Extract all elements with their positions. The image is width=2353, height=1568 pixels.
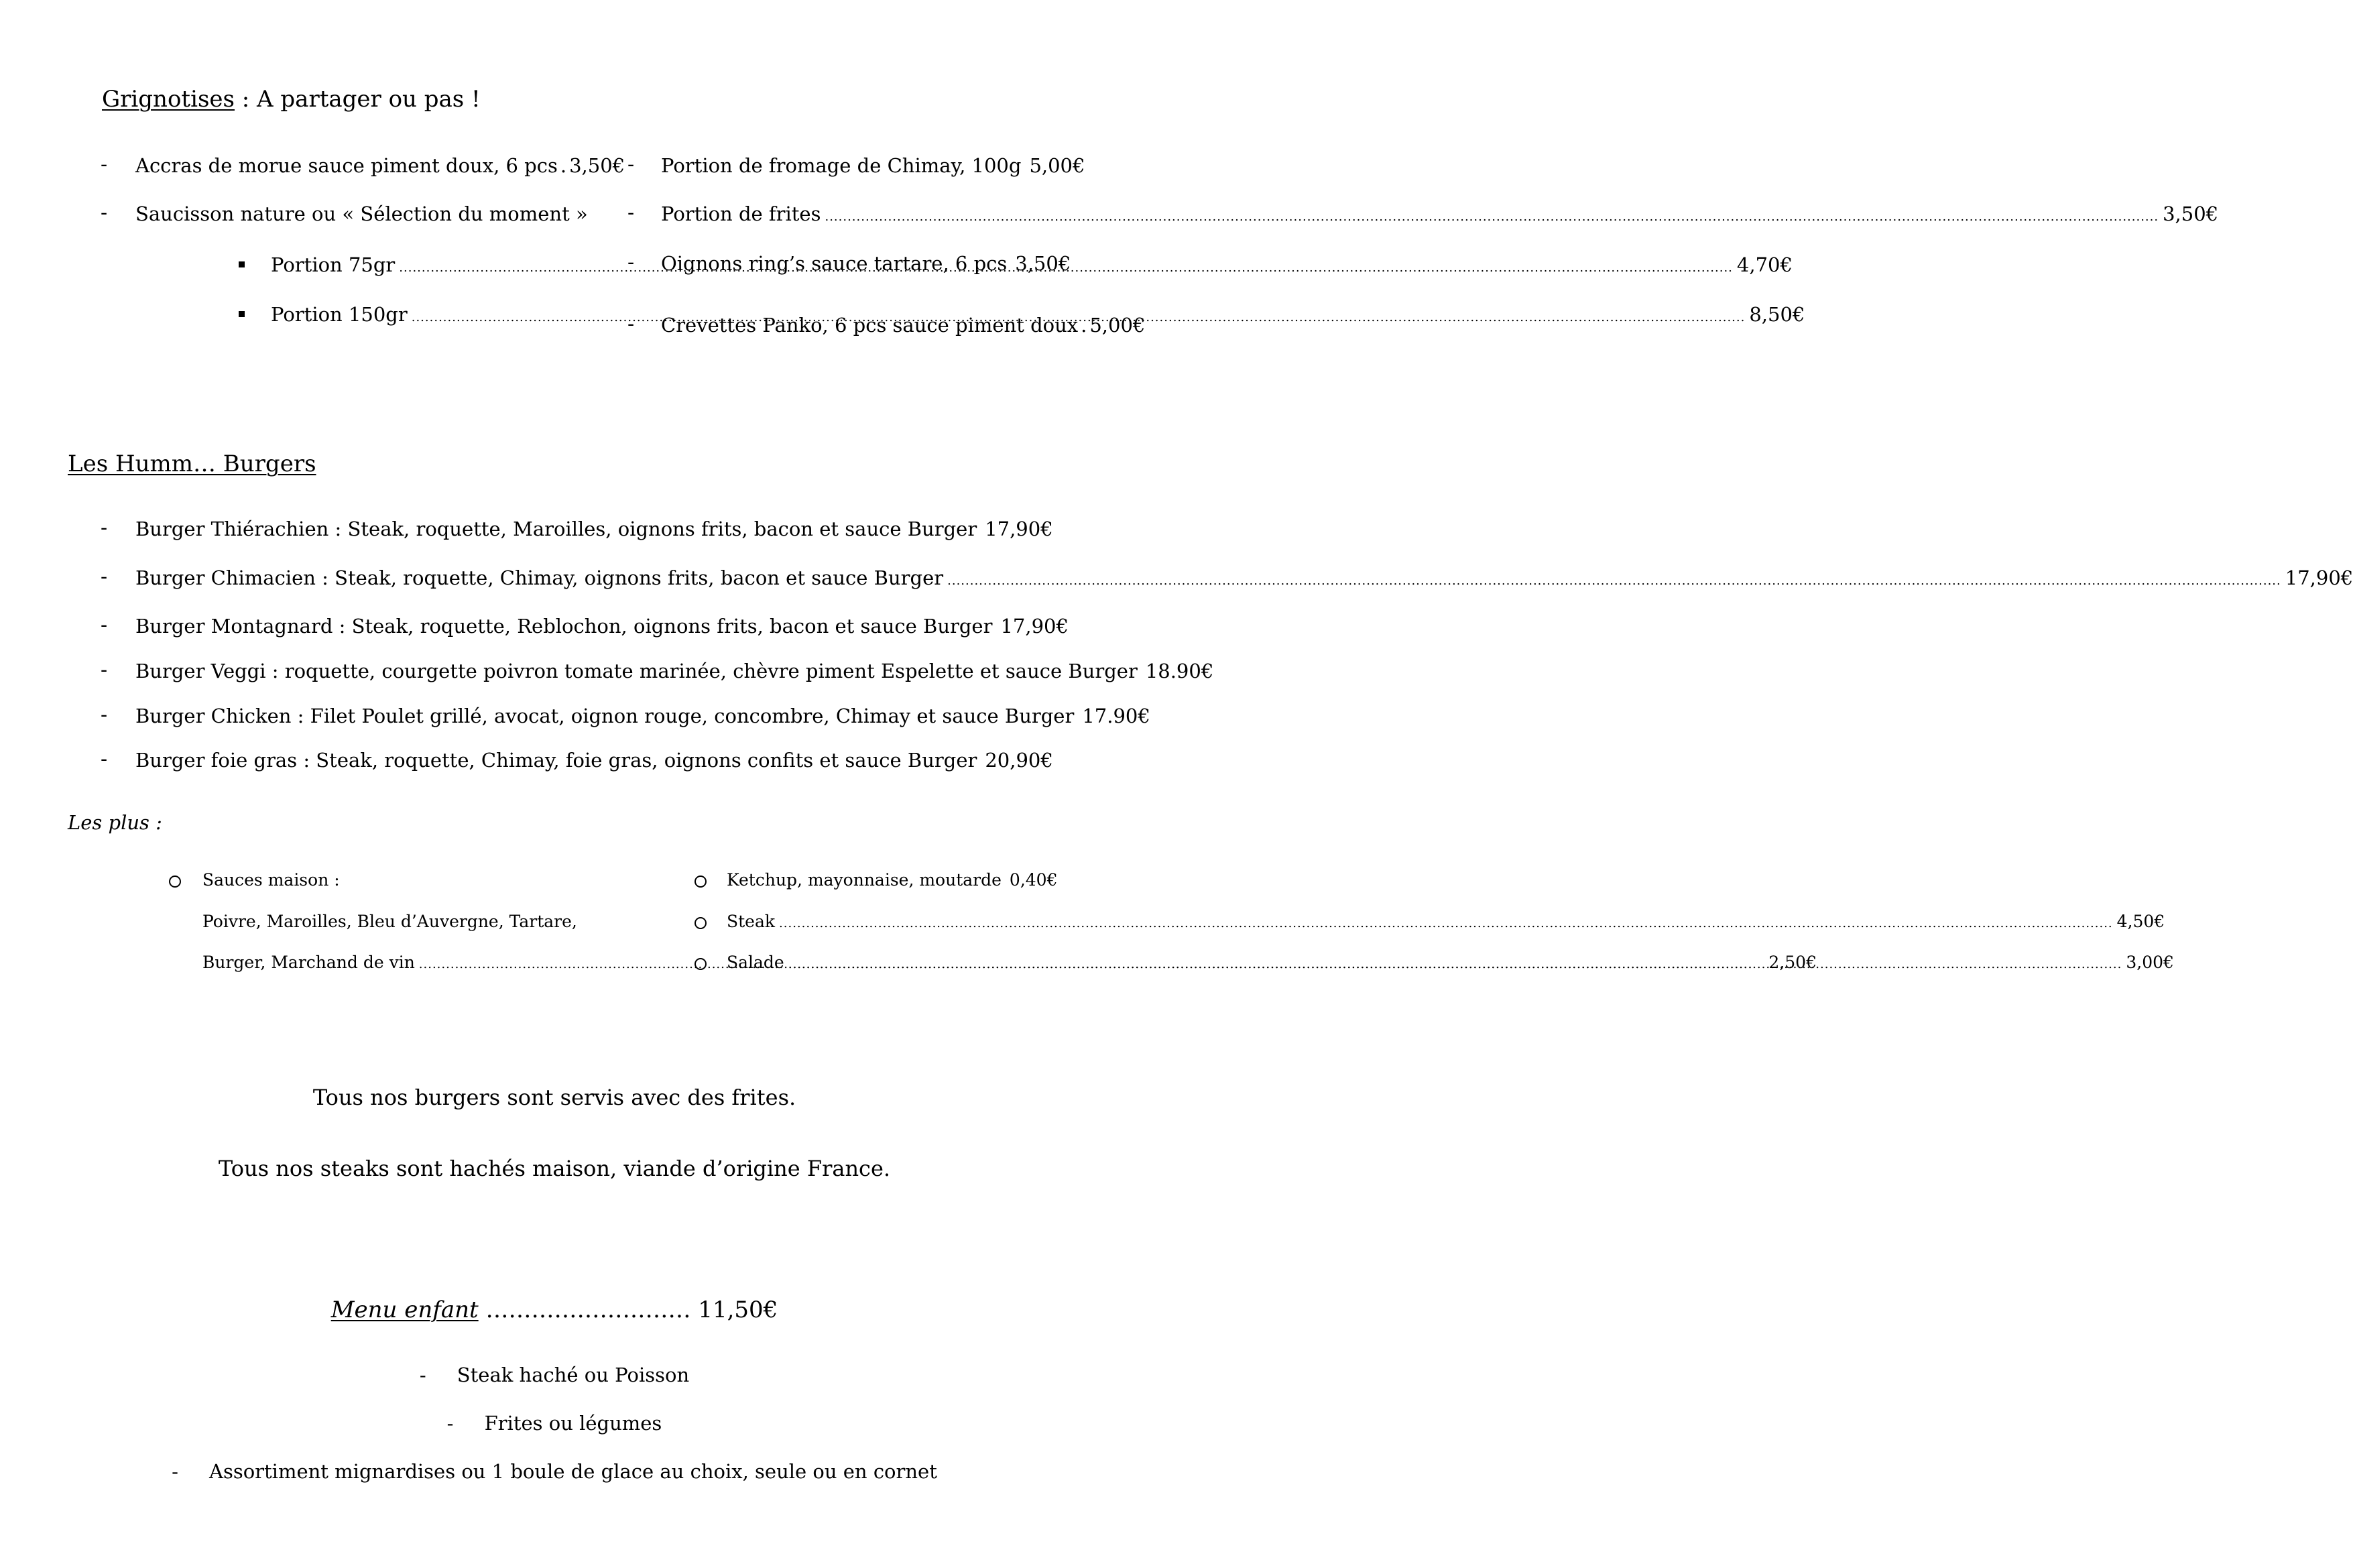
- item-label: Steak haché ou Poisson: [457, 1364, 690, 1386]
- dash-bullet: -: [627, 251, 635, 274]
- dash-bullet: -: [101, 747, 108, 771]
- item-label: Ketchup, mayonnaise, moutarde: [727, 870, 1002, 890]
- menu-item: [135, 202, 588, 225]
- section-title-menu-enfant: [0, 1296, 1109, 1323]
- item-price: 8,50€: [1749, 303, 1805, 326]
- dash-bullet: -: [101, 153, 108, 176]
- dot-leader: [779, 916, 2113, 930]
- item-price: 20,90€: [985, 749, 1053, 772]
- item-label: Burger Thiérachien : Steak, roquette, Maroilles, oignons frits, bacon et sauce Burger: [135, 518, 977, 540]
- item-label: Saucisson nature ou « Sélection du moment »: [135, 202, 588, 225]
- dot-leader: .: [1081, 314, 1087, 337]
- menu-enfant-item: [0, 1460, 1109, 1483]
- item-price: 17.90€: [1082, 705, 1150, 727]
- burger-item: [135, 705, 1150, 727]
- item-label: Portion de frites: [661, 202, 821, 225]
- item-label: Burger Chicken : Filet Poulet grillé, avocat, oignon rouge, concombre, Chimay et sauce Burger: [135, 705, 1075, 727]
- dot-leader: ………………………: [478, 1296, 699, 1323]
- menu-enfant-item: [0, 1364, 1109, 1386]
- item-label: Steak: [727, 912, 776, 931]
- item-label: Burger foie gras : Steak, roquette, Chimay, foie gras, oignons confits et sauce Burger: [135, 749, 977, 772]
- menu-item: [661, 154, 1085, 177]
- burger-item: [135, 615, 1069, 638]
- note-frites: Tous nos burgers sont servis avec des frites.: [312, 1085, 796, 1110]
- dash-bullet: -: [101, 613, 108, 637]
- menu-item: [661, 252, 1071, 275]
- burger-item: [135, 749, 1051, 772]
- dash-bullet: -: [419, 1364, 457, 1386]
- dot-leader: [947, 574, 2281, 588]
- item-label: Portion 75gr: [271, 253, 396, 276]
- circle-bullet: [695, 917, 707, 929]
- dot-leader: .: [560, 154, 567, 177]
- sauces-list-line1: Poivre, Maroilles, Bleu d’Auvergne, Tartare,: [202, 912, 577, 931]
- item-label: Burger Veggi : roquette, courgette poivron tomate marinée, chèvre piment Espelette et sauce Burger: [135, 660, 1138, 682]
- item-label: Burger Chimacien : Steak, roquette, Chimay, oignons frits, bacon et sauce Burger: [135, 566, 944, 589]
- item-label: Burger Montagnard : Steak, roquette, Reblochon, oignons frits, bacon et sauce Burger: [135, 615, 993, 638]
- grignotises-subtitle: : A partager ou pas !: [234, 86, 481, 113]
- dash-bullet: -: [101, 565, 108, 589]
- dot-leader: [412, 310, 1746, 324]
- dash-bullet: -: [627, 312, 635, 336]
- section-title-burgers: Les Humm… Burgers: [68, 450, 316, 477]
- grignotises-title: Grignotises: [102, 86, 235, 113]
- item-label: Crevettes Panko, 6 pcs sauce piment doux: [661, 314, 1079, 337]
- section-title-les-plus: Les plus :: [68, 811, 162, 834]
- burger-item: [135, 660, 1214, 682]
- item-price: 3,00€: [2126, 953, 2174, 972]
- square-bullet: [239, 261, 245, 267]
- dot-leader: [788, 957, 2122, 971]
- item-price: 5,00€: [1029, 154, 1085, 177]
- item-label: Frites ou légumes: [484, 1412, 662, 1435]
- dash-bullet: -: [627, 201, 635, 225]
- item-label: Portion de fromage de Chimay, 100g: [661, 154, 1022, 177]
- item-label: Assortiment mignardises ou 1 boule de glace au choix, seule ou en cornet: [209, 1460, 937, 1483]
- extra-item: [727, 870, 1058, 890]
- item-price: 4,50€: [2116, 912, 2165, 931]
- note-steaks: Tous nos steaks sont hachés maison, viande d’origine France.: [218, 1156, 891, 1181]
- menu-enfant-title: Menu enfant: [330, 1296, 479, 1323]
- dash-bullet: -: [101, 201, 108, 225]
- menu-enfant-item: [0, 1412, 1109, 1435]
- item-label: Burger, Marchand de vin: [202, 953, 415, 972]
- section-title-grignotises: [102, 86, 481, 113]
- menu-item: [661, 314, 1146, 337]
- dash-bullet: -: [172, 1460, 209, 1483]
- item-price: 18.90€: [1145, 660, 1214, 682]
- item-label: Oignons ring’s sauce tartare, 6 pcs: [661, 252, 1008, 275]
- item-price: 17,90€: [1000, 615, 1069, 638]
- dash-bullet: -: [101, 658, 108, 682]
- burger-item: [135, 518, 1051, 540]
- item-price: 17,90€: [2285, 566, 2353, 589]
- item-label: Portion 150gr: [271, 303, 408, 326]
- item-price: 3,50€: [569, 154, 625, 177]
- item-label: Salade: [727, 953, 784, 972]
- item-price: 3,50€: [2163, 202, 2219, 225]
- menu-item: [135, 154, 625, 177]
- circle-bullet: [169, 876, 181, 888]
- item-price: 3,50€: [1015, 252, 1071, 275]
- item-price: 5,00€: [1089, 314, 1146, 337]
- menu-enfant-price: 11,50€: [698, 1296, 778, 1323]
- item-price: 4,70€: [1736, 253, 1793, 276]
- dash-bullet: -: [627, 153, 635, 176]
- circle-bullet: [695, 876, 707, 888]
- item-price: 2,50€: [1768, 953, 1817, 972]
- dash-bullet: -: [446, 1412, 485, 1435]
- square-bullet: [239, 311, 245, 317]
- item-price: 17,90€: [985, 518, 1053, 540]
- burger-item: [135, 566, 2353, 589]
- dash-bullet: -: [101, 703, 108, 727]
- sauces-label: Sauces maison :: [202, 870, 340, 890]
- item-label: Accras de morue sauce piment doux, 6 pcs: [135, 154, 558, 177]
- item-price: 0,40€: [1009, 870, 1058, 890]
- dot-leader: [825, 210, 2159, 224]
- menu-item: [661, 202, 2219, 225]
- extra-item: [727, 912, 2165, 931]
- circle-bullet: [695, 958, 707, 970]
- dash-bullet: -: [101, 516, 108, 540]
